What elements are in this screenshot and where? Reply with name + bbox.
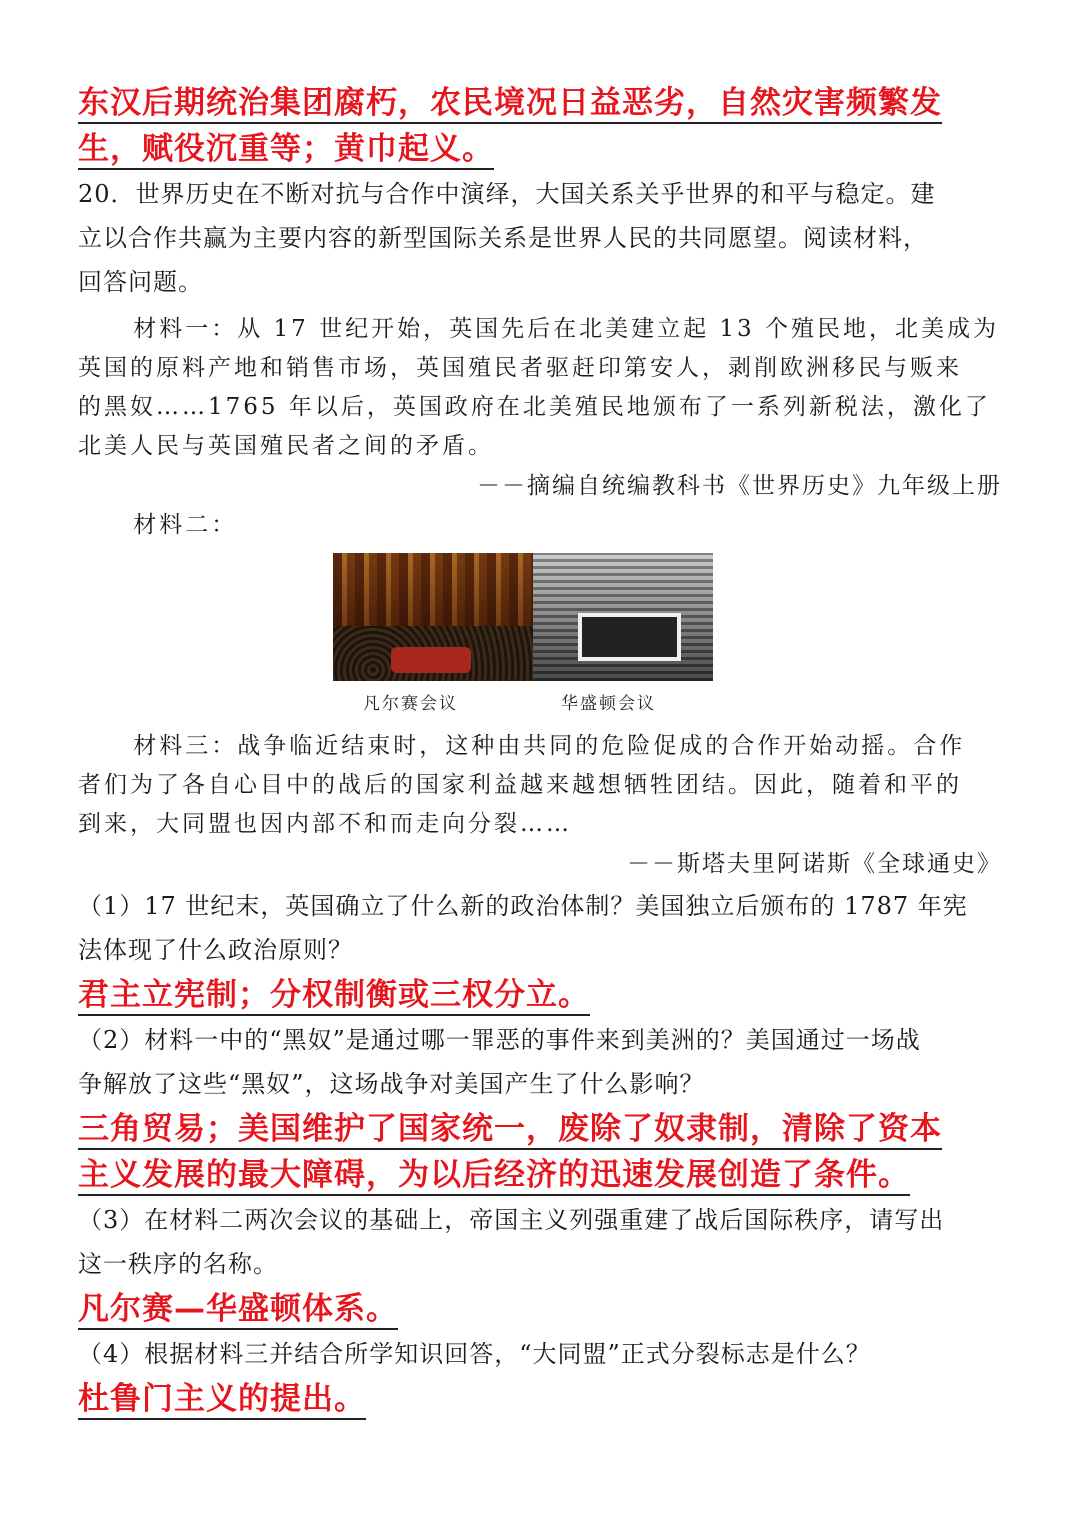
material-label: 材料二： <box>133 512 238 538</box>
answer-line: 凡尔赛—华盛顿体系。 <box>78 1291 398 1330</box>
text-line: 英国的原料产地和销售市场，英国殖民者驱赶印第安人，剥削欧洲移民与贩来 <box>78 355 962 381</box>
text-line: 20．世界历史在不断对抗与合作中演绎，大国关系关乎世界的和平与稳定。建 <box>78 180 936 208</box>
answer-line: 东汉后期统治集团腐朽，农民境况日益恶劣，自然灾害频繁发 <box>78 85 942 124</box>
photo-caption: 凡尔赛会议 <box>363 694 458 714</box>
versailles-conference-photo <box>333 553 533 681</box>
answer-previous-question <box>78 80 1002 172</box>
text-line: （2）材料一中的“黑奴”是通过哪一罪恶的事件来到美洲的？美国通过一场战 <box>78 1026 921 1054</box>
material-three <box>78 727 1002 884</box>
text-line: 回答问题。 <box>78 268 203 296</box>
material-one <box>78 310 1002 506</box>
text-line: 的黑奴……1765 年以后，英国政府在北美殖民地颁布了一系列新税法，激化了 <box>78 394 991 420</box>
text-line: 争解放了这些“黑奴”，这场战争对美国产生了什么影响？ <box>78 1070 705 1098</box>
text-line: 材料三：战争临近结束时，这种由共同的危险促成的合作开始动摇。合作 <box>133 733 966 759</box>
text-line: 材料一：从 17 世纪开始，英国先后在北美建立起 13 个殖民地，北美成为 <box>133 316 999 342</box>
text-line: （4）根据材料三并结合所学知识回答，“大同盟”正式分裂标志是什么？ <box>78 1340 871 1368</box>
material-source: －－摘编自统编教科书《世界历史》九年级上册 <box>477 473 1002 499</box>
answer-line: 君主立宪制；分权制衡或三权分立。 <box>78 977 590 1016</box>
document-page <box>78 80 1002 1422</box>
answer-line: 杜鲁门主义的提出。 <box>78 1381 366 1420</box>
answer-line: 生，赋役沉重等；黄巾起义。 <box>78 131 494 170</box>
answer-line: 三角贸易；美国维护了国家统一，废除了奴隶制，清除了资本 <box>78 1111 942 1150</box>
text-line: 北美人民与英国殖民者之间的矛盾。 <box>78 433 494 459</box>
text-line: 者们为了各自心目中的战后的国家利益越来越想牺牲团结。因此，随着和平的 <box>78 772 962 798</box>
question-1 <box>78 884 1002 1018</box>
text-line: 到来，大同盟也因内部不和而走向分裂…… <box>78 811 572 837</box>
material-source: －－斯塔夫里阿诺斯《全球通史》 <box>627 851 1002 877</box>
conference-photos <box>333 553 713 723</box>
text-line: 立以合作共赢为主要内容的新型国际关系是世界人民的共同愿望。阅读材料， <box>78 224 928 252</box>
answer-line: 主义发展的最大障碍，为以后经济的迅速发展创造了条件。 <box>78 1157 910 1196</box>
material-two <box>78 506 1002 723</box>
question-20-intro <box>78 172 1002 304</box>
washington-conference-photo <box>533 553 713 681</box>
text-line: 这一秩序的名称。 <box>78 1250 278 1278</box>
text-line: （3）在材料二两次会议的基础上，帝国主义列强重建了战后国际秩序，请写出 <box>78 1206 945 1234</box>
question-2 <box>78 1018 1002 1198</box>
text-line: （1）17 世纪末，英国确立了什么新的政治体制？美国独立后颁布的 1787 年宪 <box>78 892 968 920</box>
question-3 <box>78 1198 1002 1332</box>
question-4 <box>78 1332 1002 1422</box>
photo-caption: 华盛顿会议 <box>561 694 656 714</box>
text-line: 法体现了什么政治原则？ <box>78 936 353 964</box>
